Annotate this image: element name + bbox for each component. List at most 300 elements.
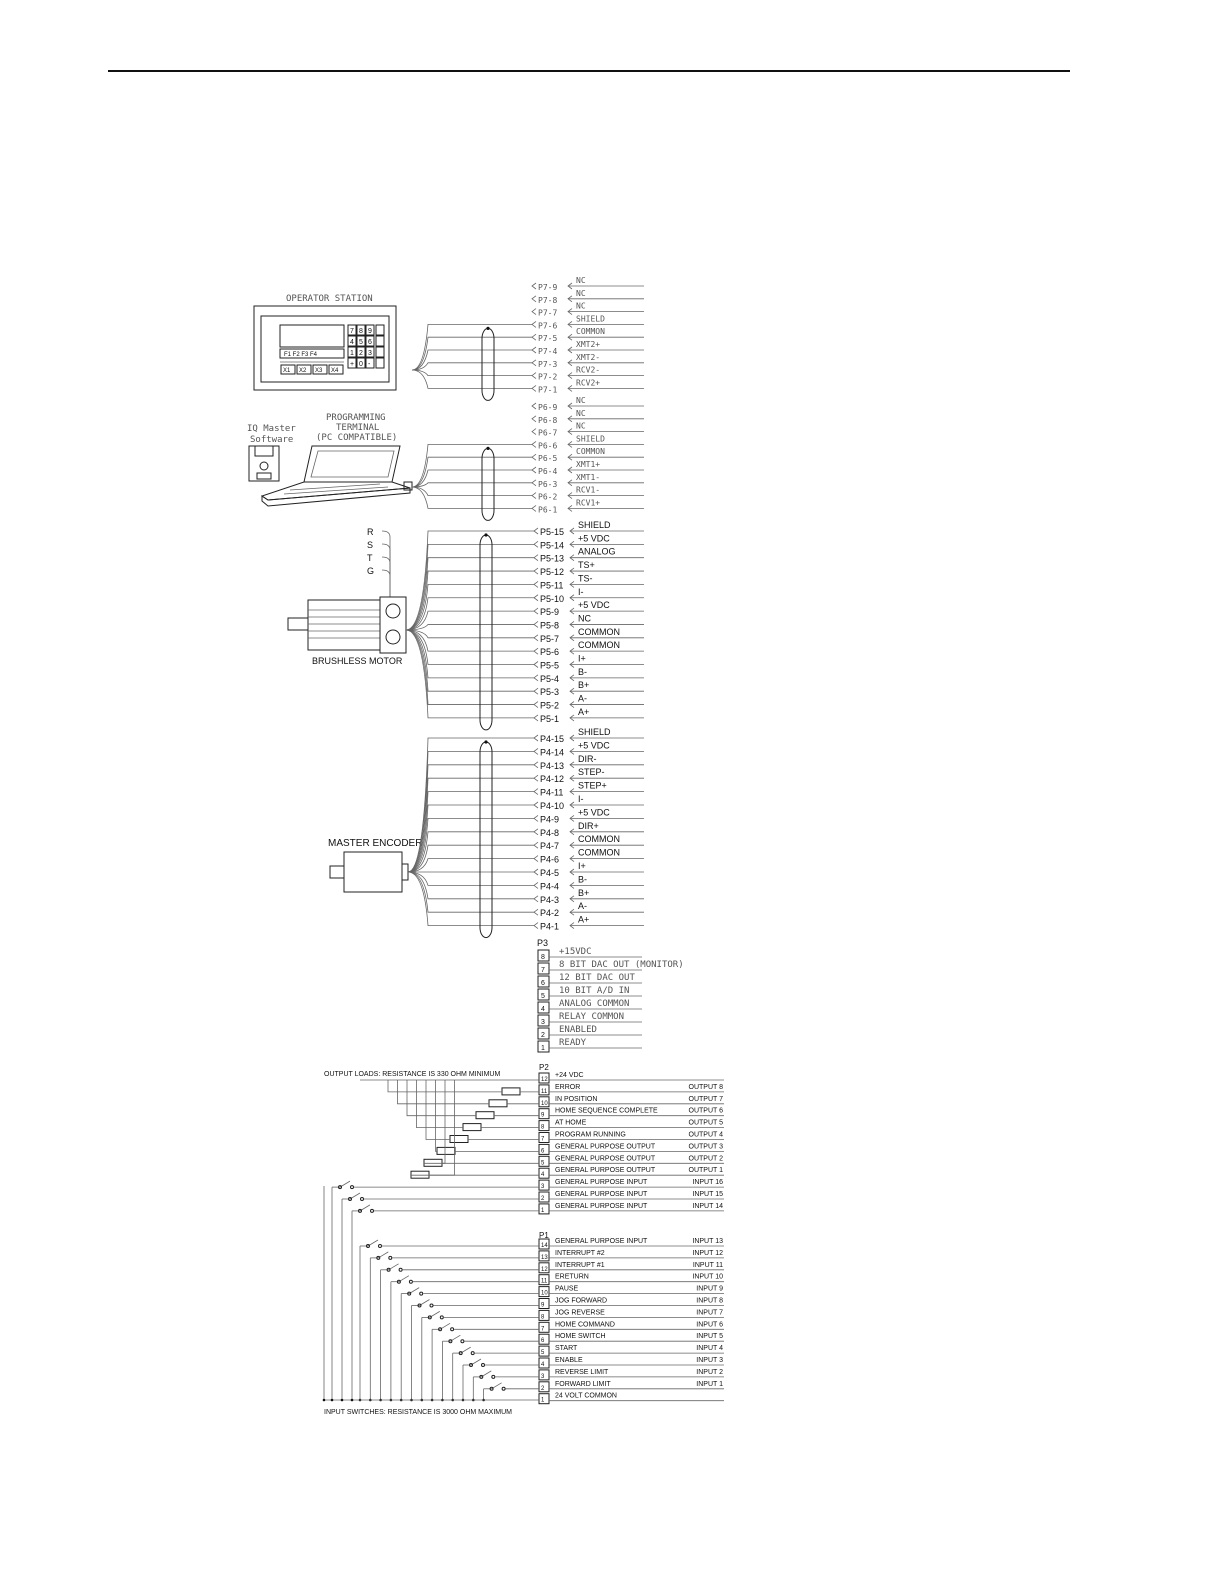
switch-contact [351, 1186, 354, 1189]
pin-label: P4-9 [540, 814, 560, 825]
signal-label: COMMON [578, 847, 620, 858]
pin-number: 3 [541, 1373, 545, 1380]
signal-label: ANALOG [578, 546, 616, 557]
signal-label: NC [576, 301, 586, 311]
switch-contact [451, 1328, 454, 1331]
signal-label: +5 VDC [578, 533, 610, 544]
function-key-label: X3 [315, 368, 323, 374]
pin-label: P7-9 [538, 283, 558, 292]
pin-label: P6-8 [538, 415, 558, 425]
motor-power-label: T [367, 553, 373, 563]
switch-contact [471, 1352, 474, 1355]
pin-arrow [534, 882, 538, 888]
signal-label: NC [576, 408, 586, 418]
load-resistor [489, 1100, 507, 1107]
signal-label: COMMON [578, 834, 620, 845]
load-wire [407, 1080, 476, 1116]
pin-number: 6 [541, 1338, 545, 1345]
signal-label: NC [576, 276, 586, 285]
io-label: OUTPUT 3 [688, 1143, 723, 1151]
switch-contact [389, 1256, 392, 1259]
keypad-key-label: 9 [368, 328, 372, 335]
p1-note: INPUT SWITCHES: RESISTANCE IS 3000 OHM MAXIMUM [324, 1409, 512, 1416]
signal-label: GENERAL PURPOSE OUTPUT [555, 1167, 656, 1175]
signal-wire [412, 470, 532, 487]
pin-arrow [532, 480, 536, 486]
signal-label: B+ [578, 887, 590, 898]
connector-p5 [534, 520, 644, 724]
signal-label: +15VDC [559, 947, 592, 957]
pin-number: 5 [541, 993, 545, 1000]
signal-label: START [555, 1345, 578, 1353]
pin-label: P7-7 [538, 308, 558, 318]
io-label: INPUT 3 [696, 1357, 723, 1364]
pin-arrow [534, 648, 538, 654]
pin-label: P5-9 [540, 607, 560, 618]
pin-label: P4-13 [540, 760, 565, 771]
pin-number: 8 [541, 954, 545, 961]
signal-label: XMT2- [576, 352, 601, 362]
pin-arrow [534, 815, 538, 821]
keypad-key-label: 3 [368, 350, 372, 357]
signal-wire [406, 624, 534, 630]
function-key-label: X2 [299, 368, 307, 374]
keypad-arrow-key [376, 336, 384, 346]
pin-number: 10 [541, 1100, 548, 1107]
master-encoder [328, 838, 422, 892]
pin-label: P6-6 [538, 441, 558, 451]
pin-arrow [534, 869, 538, 875]
pin-arrow [534, 842, 538, 848]
signal-label: AT HOME [555, 1119, 587, 1127]
pin-arrow [534, 688, 538, 694]
signal-label: ERROR [555, 1083, 581, 1091]
keypad-arrow-key [376, 347, 384, 357]
keypad-key-label: 4 [350, 339, 354, 346]
connector-p4-cable [408, 738, 534, 938]
bus-node [351, 1399, 354, 1402]
signal-wire [412, 337, 532, 370]
signal-label: GENERAL PURPOSE INPUT [555, 1202, 648, 1210]
switch-contact [361, 1198, 364, 1201]
io-label: OUTPUT 5 [688, 1119, 723, 1127]
signal-label: DIR- [578, 753, 597, 764]
pin-number: 8 [541, 1124, 545, 1131]
io-label: INPUT 15 [692, 1191, 723, 1198]
load-wire [426, 1080, 450, 1140]
load-wire [424, 1080, 445, 1163]
pin-arrow [534, 608, 538, 614]
signal-label: IN POSITION [555, 1095, 598, 1103]
motor-power-label: G [367, 566, 375, 576]
signal-label: TS+ [578, 560, 595, 571]
signal-label: COMMON [576, 327, 605, 337]
switch-contact [492, 1375, 495, 1378]
io-label: OUTPUT 7 [688, 1095, 723, 1103]
pin-number: 6 [541, 1148, 545, 1155]
signal-label: I- [578, 794, 584, 804]
pin-number: 14 [541, 1243, 548, 1249]
pin-label: P5-2 [540, 700, 560, 711]
motor-power-wire [382, 557, 390, 597]
pin-number: 5 [541, 1160, 545, 1167]
pin-arrow [534, 802, 538, 808]
pin-arrow [532, 416, 536, 422]
signal-label: +24 VDC [555, 1072, 584, 1079]
motor-power-label: S [367, 540, 374, 550]
connector-p1 [323, 1186, 724, 1416]
pin-number: 8 [541, 1314, 545, 1321]
signal-wire [406, 630, 534, 651]
pin-number: 6 [541, 980, 545, 987]
pin-label: P5-11 [540, 580, 564, 591]
brushless-motor [288, 527, 406, 666]
shield-drain-point [484, 740, 487, 743]
signal-label: PAUSE [555, 1285, 579, 1293]
io-label: OUTPUT 2 [688, 1155, 723, 1163]
signal-label: RCV2+ [576, 378, 601, 388]
signal-wire [412, 487, 532, 508]
pin-arrow [534, 581, 538, 587]
signal-label: ENABLE [555, 1357, 583, 1364]
pin-arrow [534, 621, 538, 627]
pin-arrow [534, 856, 538, 862]
cable-shield [482, 448, 494, 520]
switch-contact [430, 1304, 433, 1307]
switch-contact [482, 1364, 485, 1367]
switch-contact [420, 1292, 423, 1295]
pin-number: 12 [541, 1266, 548, 1273]
keypad-key-label: + [350, 361, 355, 368]
pin-arrow [534, 762, 538, 768]
pin-label: P7-4 [538, 347, 558, 356]
pin-arrow [534, 923, 538, 929]
switch-contact [440, 1316, 443, 1319]
io-label: INPUT 4 [696, 1345, 723, 1353]
pin-label: P4-14 [540, 747, 565, 758]
signal-label: A- [578, 901, 587, 912]
pin-number: 3 [541, 1184, 545, 1191]
motor-power-wire [382, 570, 390, 597]
pin-label: P5-4 [540, 673, 560, 684]
signal-label: COMMON [578, 640, 620, 651]
terminal-label-3: (PC COMPATIBLE) [316, 433, 398, 443]
pin-label: P4-5 [540, 868, 560, 878]
cable-shield [480, 742, 492, 938]
signal-label: FORWARD LIMIT [555, 1380, 611, 1388]
pin-label: P4-15 [540, 734, 565, 744]
pin-label: P4-8 [540, 827, 560, 838]
pin-arrow [534, 735, 538, 741]
pin-number: 4 [541, 1006, 545, 1013]
signal-label: REVERSE LIMIT [555, 1368, 609, 1376]
motor-label: BRUSHLESS MOTOR [312, 656, 403, 666]
pin-label: P5-7 [540, 633, 560, 644]
pin-arrow [532, 454, 536, 460]
pin-arrow [532, 321, 536, 327]
software-label-1: IQ Master [247, 424, 296, 434]
keypad-key-label: 8 [359, 328, 363, 335]
pin-label: P6-1 [538, 505, 558, 515]
pin-arrow [534, 595, 538, 601]
signal-label: NC [578, 613, 591, 624]
connector-p2 [324, 1063, 724, 1400]
load-resistor [463, 1124, 481, 1131]
connector-p3 [537, 938, 684, 1052]
keypad-key-label: 1 [350, 350, 354, 357]
signal-label: GENERAL PURPOSE INPUT [555, 1179, 648, 1187]
io-label: INPUT 9 [696, 1285, 723, 1293]
signal-label: GENERAL PURPOSE INPUT [555, 1191, 648, 1198]
io-label: OUTPUT 1 [688, 1167, 723, 1175]
pin-number: 9 [541, 1112, 545, 1119]
pin-number: 2 [541, 1196, 545, 1202]
pin-arrow [534, 675, 538, 681]
connector-p7-cable [412, 324, 532, 400]
switch-contact [502, 1387, 505, 1390]
signal-label: B- [578, 666, 587, 677]
io-label: INPUT 5 [696, 1333, 723, 1341]
bus-node [323, 1399, 326, 1402]
signal-label: RCV2- [576, 365, 601, 375]
signal-label: A- [578, 693, 587, 704]
pin-arrow [534, 789, 538, 795]
pin-label: P7-3 [538, 359, 558, 369]
keypad-key-label: 0 [359, 361, 363, 368]
signal-label: 24 VOLT COMMON [555, 1392, 617, 1400]
io-label: INPUT 8 [696, 1297, 723, 1305]
pin-label: P5-15 [540, 527, 565, 537]
pin-arrow [534, 568, 538, 574]
bus-node [331, 1399, 334, 1402]
pin-number: 7 [541, 967, 545, 974]
pin-arrow [534, 635, 538, 641]
pin-arrow [532, 373, 536, 379]
signal-label: NC [576, 421, 586, 431]
pin-arrow [532, 467, 536, 473]
cable-shield [480, 535, 492, 730]
pin-label: P6-7 [538, 428, 558, 438]
io-label: INPUT 11 [692, 1261, 723, 1269]
keypad-key-label: 2 [359, 350, 363, 357]
signal-label: PROGRAM RUNNING [555, 1131, 626, 1139]
switch-contact [379, 1245, 382, 1248]
pin-label: P5-8 [540, 620, 560, 631]
signal-label: I- [578, 586, 584, 597]
signal-wire [412, 444, 532, 487]
pin-arrow [534, 775, 538, 781]
connector-p4 [534, 727, 644, 932]
pin-arrow [532, 283, 536, 289]
terminal-label-1: PROGRAMMING [326, 413, 386, 423]
encoder-label: MASTER ENCODER [328, 838, 423, 849]
signal-label: B- [578, 874, 587, 885]
signal-label: HOME SWITCH [555, 1333, 606, 1341]
pin-arrow [534, 715, 538, 721]
pin-number: 4 [541, 1362, 545, 1368]
pin-number: 1 [541, 1045, 545, 1052]
io-label: INPUT 16 [692, 1179, 723, 1187]
signal-label: GENERAL PURPOSE OUTPUT [555, 1155, 656, 1163]
operator-station [254, 294, 396, 390]
function-key-label: X4 [331, 368, 339, 374]
pin-label: P7-1 [538, 385, 558, 395]
pin-arrow [534, 829, 538, 835]
pin-number: 1 [541, 1397, 545, 1404]
pin-arrow [532, 505, 536, 511]
pin-label: P5-6 [540, 647, 560, 658]
p3-label: P3 [537, 938, 549, 948]
pin-number: 13 [541, 1254, 548, 1261]
pin-label: P7-6 [538, 321, 558, 331]
load-resistor [437, 1147, 455, 1154]
pin-label: P4-2 [540, 908, 560, 919]
signal-label: A+ [578, 706, 590, 717]
keypad-key-label: 5 [359, 339, 363, 346]
signal-label: NC [576, 396, 586, 405]
signal-label: GENERAL PURPOSE INPUT [555, 1238, 648, 1245]
signal-label: 10 BIT A/D IN [559, 986, 630, 996]
signal-label: RCV1- [576, 485, 601, 495]
signal-label: B+ [578, 680, 590, 691]
pin-label: P7-2 [538, 372, 558, 382]
signal-label: DIR+ [578, 820, 599, 831]
signal-wire [408, 872, 534, 885]
io-label: INPUT 14 [692, 1202, 723, 1210]
signal-label: HOME SEQUENCE COMPLETE [555, 1107, 658, 1115]
switch-contact [371, 1209, 374, 1212]
pin-label: P4-4 [540, 881, 560, 892]
connector-p7 [532, 276, 644, 394]
p2-label: P2 [539, 1063, 549, 1072]
pin-arrow [534, 909, 538, 915]
terminal-label-2: TERMINAL [336, 423, 380, 433]
pin-label: P5-13 [540, 553, 565, 564]
pin-arrow [532, 347, 536, 353]
signal-label: SHIELD [576, 314, 605, 324]
signal-wire [412, 370, 532, 376]
load-resistor [411, 1171, 429, 1178]
signal-label: I+ [578, 653, 586, 664]
signal-wire [412, 350, 532, 370]
switch-contact [399, 1268, 402, 1271]
pin-arrow [534, 555, 538, 561]
shield-drain-point [484, 533, 487, 536]
signal-label: ENABLED [559, 1025, 597, 1035]
switch-contact [461, 1340, 464, 1343]
pin-label: P4-10 [540, 801, 565, 811]
pin-arrow [534, 748, 538, 754]
signal-label: +5 VDC [578, 740, 610, 751]
signal-label: STEP- [578, 767, 605, 778]
pin-number: 4 [541, 1172, 545, 1179]
keypad-key-label: - [368, 361, 371, 368]
pin-label: P4-7 [540, 841, 560, 852]
connector-p6-cable [412, 444, 532, 520]
io-label: INPUT 13 [692, 1238, 723, 1245]
pin-label: P5-3 [540, 687, 560, 698]
pin-arrow [532, 429, 536, 435]
signal-label: 12 BIT DAC OUT [559, 973, 635, 983]
signal-label: TS- [578, 573, 593, 584]
pin-label: P5-1 [540, 713, 560, 724]
bus-node [341, 1399, 344, 1402]
function-key-label: X1 [283, 368, 291, 374]
pin-label: P5-5 [540, 660, 560, 671]
signal-label: SHIELD [576, 434, 605, 444]
cable-shield [482, 328, 494, 400]
signal-wire [412, 487, 532, 496]
load-resistor [450, 1136, 468, 1143]
signal-label: XMT1- [576, 472, 601, 482]
pin-arrow [532, 385, 536, 391]
signal-label: ANALOG COMMON [559, 999, 630, 1009]
signal-label: RCV1+ [576, 498, 601, 508]
pin-label: P7-8 [538, 295, 558, 305]
io-label: INPUT 6 [696, 1321, 723, 1329]
connector-p6 [532, 396, 644, 514]
pin-arrow [534, 541, 538, 547]
connector-p5-cable [406, 531, 534, 730]
signal-wire [408, 859, 534, 872]
pin-arrow [532, 309, 536, 315]
motor-power-wire [382, 531, 390, 597]
pin-label: P6-4 [538, 467, 558, 476]
io-label: INPUT 2 [696, 1368, 723, 1376]
pin-label: P6-9 [538, 403, 558, 412]
keypad-arrow-key [376, 358, 384, 368]
keypad-key-label: 7 [350, 328, 354, 335]
pin-label: P5-12 [540, 567, 565, 578]
signal-wire [406, 630, 534, 638]
pin-label: P5-10 [540, 593, 565, 604]
io-label: INPUT 1 [696, 1380, 723, 1388]
pin-number: 7 [541, 1326, 545, 1333]
signal-label: +5 VDC [578, 600, 610, 611]
signal-label: COMMON [576, 447, 605, 457]
signal-label: STEP+ [578, 780, 607, 791]
pin-number: 5 [541, 1350, 545, 1357]
pin-label: P4-12 [540, 774, 565, 785]
signal-label: SHIELD [578, 520, 611, 530]
pin-label: P7-5 [538, 334, 558, 344]
signal-wire [412, 363, 532, 370]
signal-label: SHIELD [578, 727, 611, 737]
pin-arrow [534, 896, 538, 902]
pin-number: 7 [541, 1136, 545, 1143]
signal-label: JOG FORWARD [555, 1297, 608, 1305]
signal-label: HOME COMMAND [555, 1321, 615, 1329]
signal-label: READY [559, 1038, 587, 1048]
signal-label: NC [576, 288, 586, 298]
signal-wire [412, 370, 532, 388]
signal-label: COMMON [578, 626, 620, 637]
motor-power-label: R [367, 527, 374, 537]
pin-label: P6-5 [538, 454, 558, 464]
pin-number: 11 [541, 1088, 548, 1095]
shield-drain-point [486, 327, 489, 330]
pin-arrow [532, 441, 536, 447]
signal-label: INTERRUPT #1 [555, 1261, 605, 1269]
pin-arrow [534, 528, 538, 534]
signal-label: XMT1+ [576, 460, 601, 469]
signal-label: INTERRUPT #2 [555, 1249, 605, 1257]
pin-number: 2 [541, 1385, 545, 1392]
pin-arrow [532, 493, 536, 499]
keypad-key-label: 6 [368, 339, 372, 346]
signal-label: A+ [578, 914, 590, 925]
operator-station-title: OPERATOR STATION [286, 294, 373, 304]
